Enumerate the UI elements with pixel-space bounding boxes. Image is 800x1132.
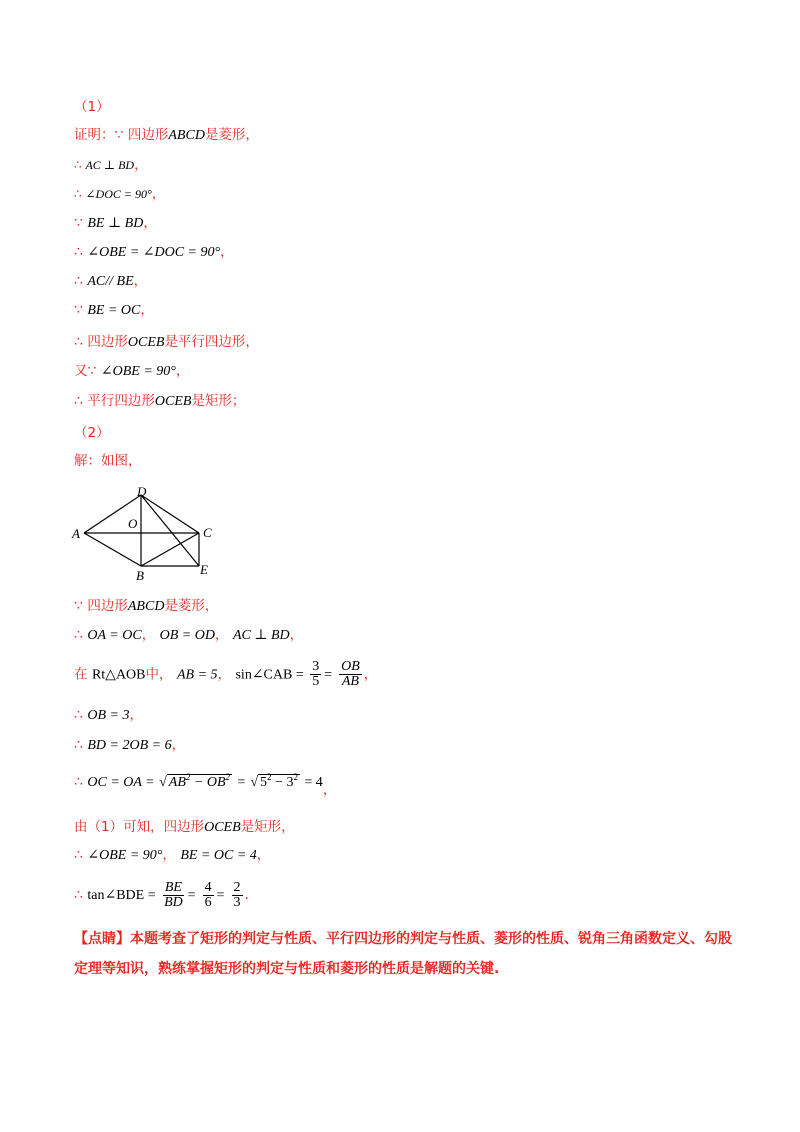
- solution-line-7: 由（1）可知，四边形OCEB是矩形，: [74, 819, 295, 835]
- segment-de: [141, 495, 199, 566]
- sin-fraction-1: $\frac{3}{5}$: [312, 659, 320, 689]
- solution-line-2: ∴ OA = OC， OB = OD， AC ⊥ BD，: [74, 627, 304, 643]
- solution-line-3: 在 Rt△AOB中， AB = 5， sin∠CAB = $\frac{3}{5}$ = $\frac{OB}{AB}$ ，: [74, 659, 378, 689]
- proof-line-10: ∴ 平行四边形OCEB是矩形；: [74, 393, 246, 409]
- proof-line-2: ∴ AC ⊥ BD，: [74, 157, 148, 173]
- part2-label: （2）: [74, 425, 110, 441]
- solution-line-5: ∴ BD = 2OB = 6，: [74, 737, 186, 753]
- proof-line-6: ∴ AC// BE，: [74, 273, 148, 289]
- segment-ba: [84, 533, 141, 566]
- part1-label: （1）: [74, 99, 110, 115]
- tan-fraction-3: $\frac{2}{3}$: [233, 879, 241, 910]
- segment-cb: [141, 533, 199, 566]
- sqrt-expression-2: $5^2 - 3^2$: [260, 772, 298, 790]
- geometry-diagram: [66, 482, 226, 582]
- proof-line-7: ∵ BE = OC，: [74, 302, 154, 318]
- solution-line-4: ∴ OB = 3，: [74, 707, 143, 723]
- sin-fraction-2: $\frac{OB}{AB}$: [341, 659, 360, 689]
- label-a: A: [72, 526, 80, 541]
- label-o: O: [128, 516, 138, 531]
- tan-fraction-1: $\frac{BE}{BD}$: [164, 879, 183, 910]
- tan-fraction-2: $\frac{4}{6}$: [204, 879, 212, 910]
- solution-line-6: ∴ OC = OA = √ $AB^2 - OB^2$ = √ $5^2 - 3^2 = 4$，: [74, 772, 337, 798]
- proof-line-1: 证明：∵ 四边形ABCD是菱形，: [74, 127, 259, 143]
- proof-line-9: 又∵ ∠OBE = 90°，: [74, 363, 190, 379]
- proof-line-3: ∴ ∠DOC = 90°，: [74, 186, 166, 202]
- solution-line-9: ∴ tan∠BDE = $\frac{BE}{BD}$ = $\frac{4}{6}$ = $\frac{2}{3}$ .: [74, 879, 249, 910]
- solution-intro: 解：如图，: [74, 453, 142, 469]
- solution-line-8: ∴ ∠OBE = 90°， BE = OC = 4，: [74, 847, 271, 863]
- sqrt-expression-1: $AB^2 - OB^2$: [168, 772, 230, 790]
- label-b: B: [136, 568, 144, 582]
- solution-line-1: ∵ 四边形ABCD是菱形，: [74, 598, 219, 614]
- proof-line-8: ∴ 四边形OCEB是平行四边形，: [74, 334, 259, 350]
- proof-line-5: ∴ ∠OBE = ∠DOC = 90°，: [74, 244, 234, 260]
- label-e: E: [200, 562, 208, 577]
- proof-line-4: ∵ BE ⊥ BD，: [74, 215, 157, 231]
- label-c: C: [203, 525, 212, 540]
- segment-dc: [141, 495, 199, 533]
- key-point-note: 【点睛】本题考查了矩形的判定与性质、平行四边形的判定与性质、菱形的性质、锐角三角函数定义、勾股定理等知识，熟练掌握矩形的判定与性质和菱形的性质是解题的关键.: [74, 931, 732, 977]
- label-d: D: [137, 484, 147, 499]
